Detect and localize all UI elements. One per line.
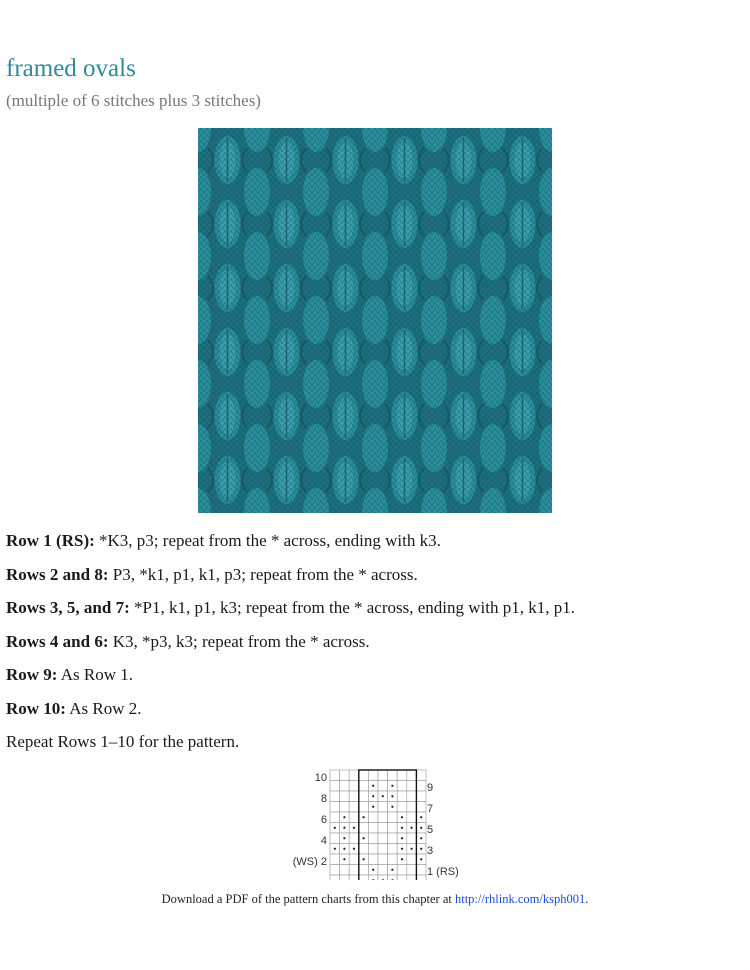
chart-cell <box>388 833 398 844</box>
chart-cell <box>368 770 378 781</box>
purl-dot <box>343 848 345 850</box>
purl-dot <box>363 858 365 860</box>
chart-cell <box>359 823 369 834</box>
chart-cell <box>359 802 369 813</box>
purl-dot <box>343 816 345 818</box>
chart-cell <box>407 770 417 781</box>
purl-dot <box>401 858 403 860</box>
row-text: Repeat Rows 1–10 for the pattern. <box>6 732 240 751</box>
chart-cell <box>416 802 426 813</box>
chart-cell <box>340 865 350 876</box>
chart-cell <box>388 812 398 823</box>
purl-dot <box>401 827 403 829</box>
pattern-subtitle: (multiple of 6 stitches plus 3 stitches) <box>6 91 261 110</box>
chart-cell <box>378 812 388 823</box>
row-label: Row 9: <box>6 665 58 684</box>
chart-cell <box>378 781 388 792</box>
purl-dot <box>401 848 403 850</box>
purl-dot <box>343 837 345 839</box>
chart-cell <box>407 802 417 813</box>
chart-left-label: 10 <box>314 772 327 784</box>
purl-dot <box>343 858 345 860</box>
instruction-row <box>6 731 736 753</box>
purl-dot <box>420 816 422 818</box>
purl-dot <box>363 816 365 818</box>
chart-cell <box>397 770 407 781</box>
purl-dot <box>391 785 393 787</box>
chart-cell <box>407 865 417 876</box>
row-label: Row 1 (RS): <box>6 531 95 550</box>
instruction-row <box>6 530 736 552</box>
chart-cell <box>330 802 340 813</box>
chart-cell <box>349 802 359 813</box>
purl-dot <box>401 837 403 839</box>
row-text: As Row 2. <box>65 698 142 718</box>
chart-left-label: (WS) 2 <box>292 856 327 868</box>
chart-cell <box>397 802 407 813</box>
row-label: Rows 3, 5, and 7: <box>6 598 130 617</box>
chart-cell <box>378 865 388 876</box>
download-text: Download a PDF of the pattern charts from this chapter at <box>161 892 455 906</box>
chart-cell <box>359 875 369 880</box>
purl-dot <box>353 827 355 829</box>
row-text: *K3, p3; repeat from the * across, ending with k3. <box>94 531 441 550</box>
chart-cell <box>378 823 388 834</box>
chart-cell <box>378 802 388 813</box>
purl-dot <box>420 827 422 829</box>
chart-cell <box>330 865 340 876</box>
chart-cell <box>349 791 359 802</box>
chart-cell <box>388 854 398 865</box>
purl-dot <box>363 837 365 839</box>
chart-cell <box>330 833 340 844</box>
purl-dot <box>372 785 374 787</box>
chart-right-label: 9 <box>427 782 434 794</box>
download-link[interactable]: http://rhlink.com/ksph001 <box>454 892 586 906</box>
purl-dot <box>391 795 393 797</box>
purl-dot <box>420 858 422 860</box>
chart-cell <box>330 854 340 865</box>
chart-cell <box>378 770 388 781</box>
chart-right-label: 5 <box>427 824 434 836</box>
chart-cell <box>359 791 369 802</box>
purl-dot <box>334 827 336 829</box>
chart-cell <box>416 781 426 792</box>
chart-cell <box>416 875 426 880</box>
purl-dot <box>391 806 393 808</box>
purl-dot <box>382 795 384 797</box>
row-text: As Row 1. <box>57 665 134 684</box>
row-text: K3, *p3, k3; repeat from the * across. <box>108 631 370 651</box>
chart-cell <box>378 833 388 844</box>
chart-cell <box>340 802 350 813</box>
chart-left-label: 6 <box>320 814 327 826</box>
chart-cell <box>330 875 340 880</box>
chart-left-label: 8 <box>320 793 327 805</box>
chart-right-label: 7 <box>427 803 434 815</box>
knit-swatch-photo <box>198 128 552 513</box>
chart-grid <box>330 770 426 880</box>
instruction-row <box>6 564 736 586</box>
chart-right-label: 3 <box>427 845 434 857</box>
chart-cell <box>359 781 369 792</box>
purl-dot <box>420 837 422 839</box>
purl-dot <box>391 869 393 871</box>
chart-cell <box>330 781 340 792</box>
row-text: *P1, k1, p1, k3; repeat from the * across, ending with p1, k1, p1. <box>129 598 575 617</box>
instruction-row <box>6 664 736 686</box>
chart-cell <box>416 791 426 802</box>
chart-cell <box>407 791 417 802</box>
chart-cell <box>397 791 407 802</box>
chart-cell <box>378 844 388 855</box>
chart-cell <box>388 844 398 855</box>
chart-cell <box>368 844 378 855</box>
instruction-row <box>6 631 736 653</box>
chart-cell <box>349 781 359 792</box>
chart-left-label: 4 <box>320 835 327 847</box>
purl-dot <box>411 848 413 850</box>
chart-cell <box>397 781 407 792</box>
chart-cell <box>388 770 398 781</box>
chart-cell <box>330 791 340 802</box>
chart-cell <box>330 770 340 781</box>
chart-cell <box>407 875 417 880</box>
chart-cell <box>397 865 407 876</box>
chart-cell <box>368 833 378 844</box>
purl-dot <box>343 827 345 829</box>
chart-cell <box>340 770 350 781</box>
purl-dot <box>334 848 336 850</box>
pattern-title: framed ovals <box>6 55 136 82</box>
chart-cell <box>349 875 359 880</box>
purl-dot <box>372 795 374 797</box>
chart-cell <box>330 812 340 823</box>
instructions <box>6 530 736 765</box>
chart-cell <box>378 854 388 865</box>
chart-cell <box>359 770 369 781</box>
purl-dot <box>411 827 413 829</box>
chart-cell <box>407 833 417 844</box>
row-label: Row 10: <box>6 698 66 718</box>
chart-right-label: 1 (RS) <box>427 866 459 878</box>
download-period: . <box>585 892 589 906</box>
chart-cell <box>349 854 359 865</box>
chart-cell <box>349 865 359 876</box>
chart-cell <box>340 791 350 802</box>
chart-cell <box>368 854 378 865</box>
row-text: P3, *k1, p1, k1, p3; repeat from the * across. <box>108 564 418 584</box>
chart-cell <box>368 812 378 823</box>
chart-cell <box>416 865 426 876</box>
chart-cell <box>340 875 350 880</box>
chart-cell <box>359 844 369 855</box>
purl-dot <box>420 848 422 850</box>
purl-dot <box>372 869 374 871</box>
purl-dot <box>372 806 374 808</box>
stitch-chart <box>280 764 470 880</box>
chart-cell <box>368 823 378 834</box>
chart-cell <box>407 854 417 865</box>
row-label: Rows 2 and 8: <box>6 564 109 584</box>
row-label: Rows 4 and 6: <box>6 631 109 651</box>
chart-cell <box>416 770 426 781</box>
chart-cell <box>349 812 359 823</box>
purl-dot <box>401 816 403 818</box>
chart-cell <box>407 812 417 823</box>
chart-cell <box>340 781 350 792</box>
instruction-row <box>6 597 736 619</box>
chart-cell <box>388 823 398 834</box>
chart-cell <box>349 833 359 844</box>
purl-dot <box>353 848 355 850</box>
chart-cell <box>359 865 369 876</box>
instruction-row <box>6 698 736 720</box>
download-note <box>0 892 750 907</box>
chart-cell <box>397 875 407 880</box>
chart-cell <box>349 770 359 781</box>
chart-cell <box>407 781 417 792</box>
